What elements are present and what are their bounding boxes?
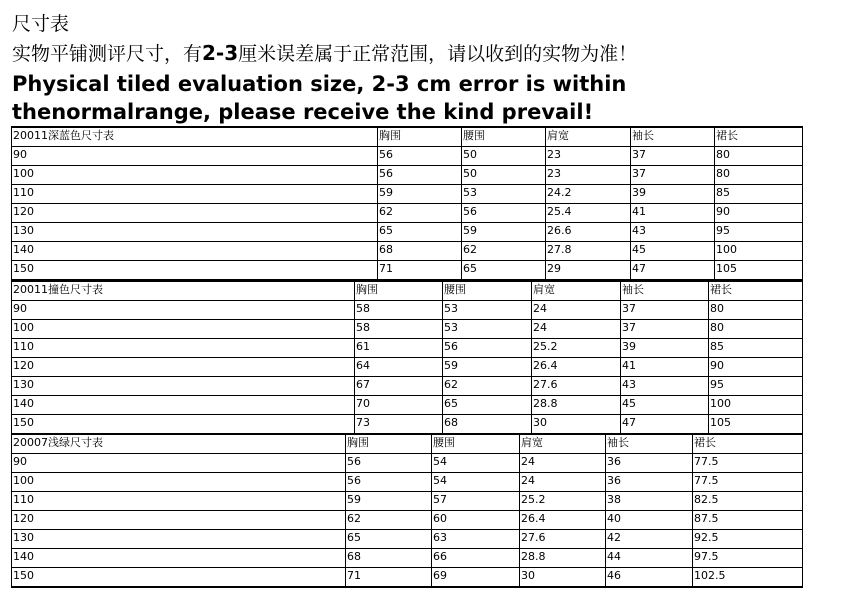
cell-shoulder: 28.8 — [532, 396, 621, 415]
page-title: 尺寸表 — [12, 13, 70, 35]
cell-chest: 56 — [346, 473, 432, 492]
cell-sleeve: 46 — [606, 568, 693, 588]
cell-size: 140 — [12, 396, 355, 415]
cell-size: 130 — [12, 530, 346, 549]
cell-sleeve: 41 — [631, 204, 715, 223]
cell-waist: 59 — [443, 358, 532, 377]
column-header-sleeve: 袖长 — [606, 434, 693, 454]
cell-chest: 67 — [355, 377, 443, 396]
cell-chest: 65 — [346, 530, 432, 549]
table-row — [12, 377, 803, 396]
table-row — [12, 358, 803, 377]
table-row — [12, 301, 803, 320]
column-header-waist: 腰围 — [462, 127, 546, 147]
cell-waist: 53 — [443, 320, 532, 339]
cell-size: 110 — [12, 339, 355, 358]
cell-sleeve: 45 — [631, 242, 715, 261]
cell-shoulder: 23 — [546, 166, 631, 185]
cell-shoulder: 28.8 — [520, 549, 606, 568]
table-header-row — [12, 281, 803, 301]
cell-waist: 60 — [432, 511, 520, 530]
column-header-shoulder: 肩宽 — [546, 127, 631, 147]
cell-shoulder: 29 — [546, 261, 631, 281]
column-header-shoulder: 肩宽 — [532, 281, 621, 301]
cell-skirt-length: 80 — [715, 147, 803, 166]
size-table-contrast — [11, 280, 803, 435]
cell-waist: 56 — [462, 204, 546, 223]
table-row — [12, 549, 803, 568]
cell-sleeve: 47 — [631, 261, 715, 281]
cell-chest: 58 — [355, 301, 443, 320]
cell-skirt-length: 100 — [715, 242, 803, 261]
cell-shoulder: 30 — [520, 568, 606, 588]
table-row — [12, 396, 803, 415]
cell-skirt-length: 80 — [709, 301, 803, 320]
cell-chest: 64 — [355, 358, 443, 377]
cell-skirt-length: 77.5 — [693, 454, 803, 473]
cell-shoulder: 26.4 — [532, 358, 621, 377]
cell-skirt-length: 105 — [709, 415, 803, 435]
cell-chest: 56 — [378, 166, 462, 185]
note-cn-before: 实物平铺测评尺寸，有 — [12, 43, 203, 65]
cell-chest: 62 — [346, 511, 432, 530]
cell-shoulder: 24 — [520, 454, 606, 473]
table-row — [12, 454, 803, 473]
table-row — [12, 166, 803, 185]
cell-sleeve: 38 — [606, 492, 693, 511]
cell-chest: 61 — [355, 339, 443, 358]
cell-size: 100 — [12, 166, 378, 185]
cell-skirt-length: 105 — [715, 261, 803, 281]
cell-sleeve: 43 — [621, 377, 709, 396]
table-row — [12, 204, 803, 223]
cell-chest: 71 — [346, 568, 432, 588]
cell-sleeve: 37 — [621, 301, 709, 320]
cell-size: 110 — [12, 185, 378, 204]
table-row — [12, 415, 803, 435]
cell-waist: 50 — [462, 147, 546, 166]
cell-size: 90 — [12, 454, 346, 473]
size-table-light-green — [11, 433, 803, 588]
cell-shoulder: 25.4 — [546, 204, 631, 223]
cell-waist: 65 — [462, 261, 546, 281]
column-header-sleeve: 袖长 — [631, 127, 715, 147]
column-header-chest: 胸围 — [355, 281, 443, 301]
cell-sleeve: 39 — [621, 339, 709, 358]
cell-skirt-length: 90 — [715, 204, 803, 223]
cell-skirt-length: 87.5 — [693, 511, 803, 530]
table-row — [12, 185, 803, 204]
cell-size: 150 — [12, 568, 346, 588]
cell-shoulder: 24 — [532, 320, 621, 339]
cell-size: 150 — [12, 261, 378, 281]
cell-size: 120 — [12, 358, 355, 377]
column-header-waist: 腰围 — [432, 434, 520, 454]
table-row — [12, 511, 803, 530]
cell-skirt-length: 100 — [709, 396, 803, 415]
cell-sleeve: 37 — [631, 166, 715, 185]
cell-size: 130 — [12, 377, 355, 396]
cell-chest: 68 — [378, 242, 462, 261]
cell-waist: 50 — [462, 166, 546, 185]
note-en-line-2: thenormalrange, please receive the kind prevail! — [12, 100, 594, 124]
cell-waist: 56 — [443, 339, 532, 358]
cell-waist: 68 — [443, 415, 532, 435]
cell-waist: 62 — [443, 377, 532, 396]
cell-sleeve: 36 — [606, 473, 693, 492]
table-row — [12, 147, 803, 166]
cell-waist: 59 — [462, 223, 546, 242]
cell-waist: 65 — [443, 396, 532, 415]
cell-shoulder: 27.6 — [520, 530, 606, 549]
table-caption-cell: 20007浅绿尺寸表 — [12, 434, 346, 454]
cell-shoulder: 25.2 — [520, 492, 606, 511]
cell-waist: 62 — [462, 242, 546, 261]
cell-shoulder: 26.6 — [546, 223, 631, 242]
cell-skirt-length: 90 — [709, 358, 803, 377]
cell-skirt-length: 97.5 — [693, 549, 803, 568]
cell-skirt-length: 85 — [715, 185, 803, 204]
table-header-row — [12, 127, 803, 147]
cell-sleeve: 41 — [621, 358, 709, 377]
cell-size: 120 — [12, 204, 378, 223]
cell-sleeve: 36 — [606, 454, 693, 473]
cell-skirt-length: 85 — [709, 339, 803, 358]
cell-chest: 65 — [378, 223, 462, 242]
table-row — [12, 242, 803, 261]
cell-shoulder: 23 — [546, 147, 631, 166]
cell-chest: 70 — [355, 396, 443, 415]
table-row — [12, 473, 803, 492]
tolerance-note-english — [12, 70, 626, 126]
cell-waist: 53 — [462, 185, 546, 204]
cell-skirt-length: 95 — [709, 377, 803, 396]
cell-waist: 63 — [432, 530, 520, 549]
cell-shoulder: 24 — [532, 301, 621, 320]
table-row — [12, 320, 803, 339]
cell-shoulder: 30 — [532, 415, 621, 435]
cell-sleeve: 43 — [631, 223, 715, 242]
cell-sleeve: 40 — [606, 511, 693, 530]
table-row — [12, 223, 803, 242]
cell-sleeve: 47 — [621, 415, 709, 435]
cell-chest: 58 — [355, 320, 443, 339]
cell-skirt-length: 82.5 — [693, 492, 803, 511]
cell-waist: 69 — [432, 568, 520, 588]
table-header-row — [12, 434, 803, 454]
cell-chest: 56 — [378, 147, 462, 166]
column-header-sleeve: 袖长 — [621, 281, 709, 301]
cell-chest: 68 — [346, 549, 432, 568]
cell-skirt-length: 80 — [715, 166, 803, 185]
cell-size: 100 — [12, 320, 355, 339]
cell-shoulder: 25.2 — [532, 339, 621, 358]
cell-chest: 62 — [378, 204, 462, 223]
cell-chest: 59 — [346, 492, 432, 511]
column-header-skirt-length: 裙长 — [715, 127, 803, 147]
cell-size: 140 — [12, 549, 346, 568]
cell-skirt-length: 102.5 — [693, 568, 803, 588]
cell-size: 110 — [12, 492, 346, 511]
column-header-skirt-length: 裙长 — [709, 281, 803, 301]
size-table-navy — [11, 126, 803, 281]
cell-skirt-length: 92.5 — [693, 530, 803, 549]
note-en-line-1: Physical tiled evaluation size, 2-3 cm error is within — [12, 72, 627, 96]
cell-size: 150 — [12, 415, 355, 435]
table-row — [12, 530, 803, 549]
table-row — [12, 568, 803, 588]
column-header-waist: 腰围 — [443, 281, 532, 301]
cell-chest: 59 — [378, 185, 462, 204]
cell-chest: 71 — [378, 261, 462, 281]
table-caption-cell: 20011撞色尺寸表 — [12, 281, 355, 301]
column-header-chest: 胸围 — [378, 127, 462, 147]
table-row — [12, 261, 803, 281]
cell-size: 120 — [12, 511, 346, 530]
note-cn-range: 2-3 — [202, 41, 239, 65]
cell-size: 140 — [12, 242, 378, 261]
cell-waist: 53 — [443, 301, 532, 320]
cell-shoulder: 27.6 — [532, 377, 621, 396]
cell-size: 90 — [12, 301, 355, 320]
cell-size: 100 — [12, 473, 346, 492]
cell-sleeve: 39 — [631, 185, 715, 204]
cell-skirt-length: 95 — [715, 223, 803, 242]
cell-shoulder: 24 — [520, 473, 606, 492]
cell-chest: 56 — [346, 454, 432, 473]
cell-sleeve: 44 — [606, 549, 693, 568]
tolerance-note-chinese — [12, 40, 637, 67]
cell-shoulder: 24.2 — [546, 185, 631, 204]
cell-chest: 73 — [355, 415, 443, 435]
cell-sleeve: 45 — [621, 396, 709, 415]
table-row — [12, 339, 803, 358]
column-header-shoulder: 肩宽 — [520, 434, 606, 454]
cell-size: 90 — [12, 147, 378, 166]
cell-size: 130 — [12, 223, 378, 242]
note-cn-after: 厘米误差属于正常范围，请以收到的实物为准！ — [238, 43, 638, 65]
cell-waist: 66 — [432, 549, 520, 568]
cell-shoulder: 26.4 — [520, 511, 606, 530]
cell-waist: 54 — [432, 454, 520, 473]
table-caption-cell: 20011深蓝色尺寸表 — [12, 127, 378, 147]
column-header-chest: 胸围 — [346, 434, 432, 454]
cell-waist: 57 — [432, 492, 520, 511]
cell-sleeve: 42 — [606, 530, 693, 549]
cell-skirt-length: 80 — [709, 320, 803, 339]
cell-skirt-length: 77.5 — [693, 473, 803, 492]
cell-sleeve: 37 — [631, 147, 715, 166]
cell-sleeve: 37 — [621, 320, 709, 339]
table-row — [12, 492, 803, 511]
cell-waist: 54 — [432, 473, 520, 492]
cell-shoulder: 27.8 — [546, 242, 631, 261]
column-header-skirt-length: 裙长 — [693, 434, 803, 454]
